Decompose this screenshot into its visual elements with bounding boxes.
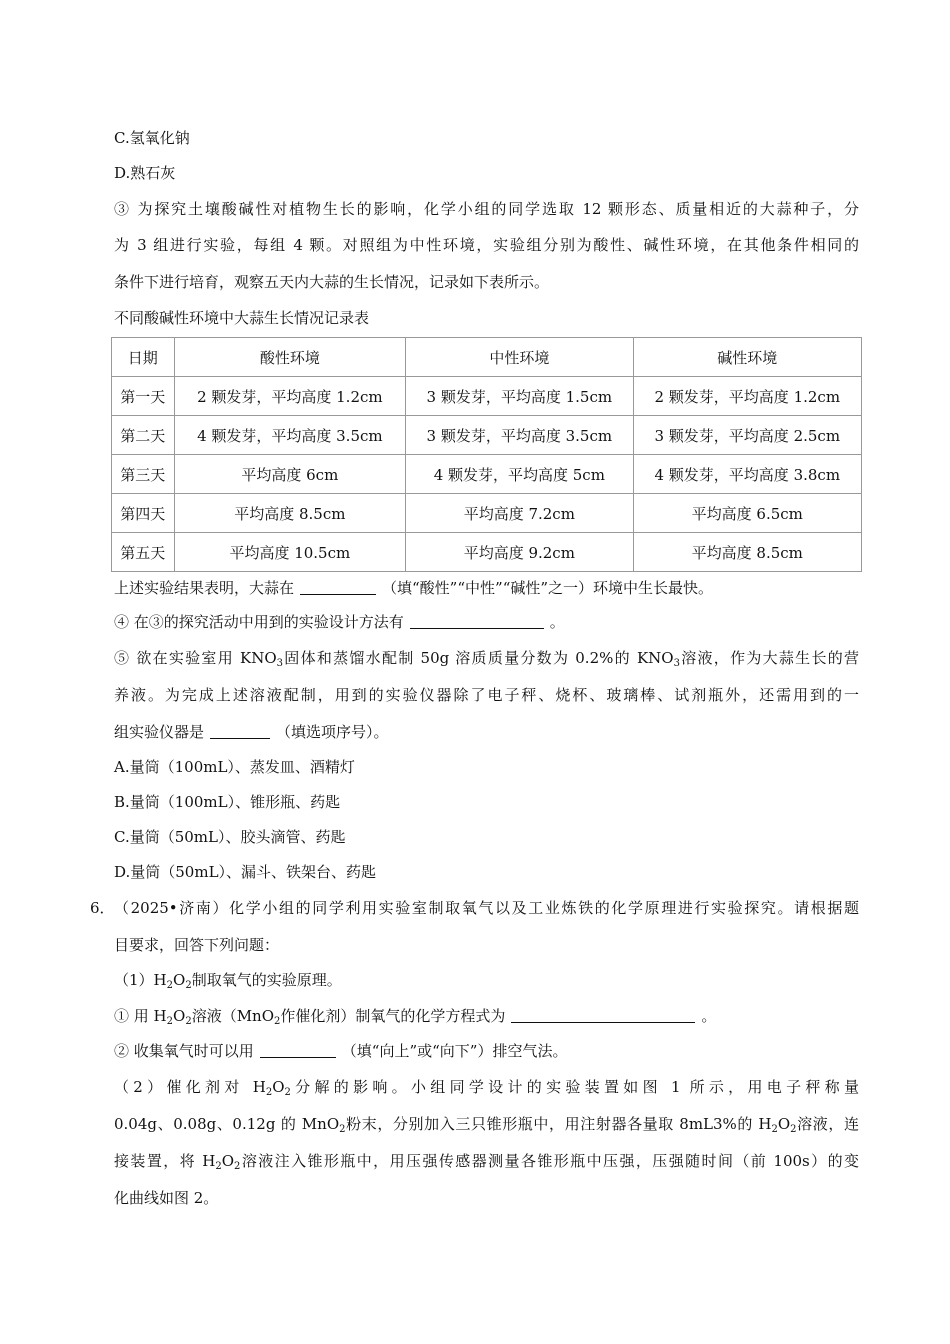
q6-text: O: [777, 1115, 791, 1133]
q4-post: 。: [549, 613, 565, 631]
q6-part2-line4: 化曲线如图 2。: [114, 1189, 219, 1207]
q5-line1: [114, 648, 859, 668]
table-cell: 4 颗发芽，平均高度 3.8cm: [633, 455, 861, 494]
q6-text: 粉末，分别加入三只锥形瓶中，用注射器各量取 8mL3%的 H: [345, 1115, 772, 1133]
table-cell: 2 颗发芽，平均高度 1.2cm: [174, 377, 406, 416]
table-cell: 平均高度 6.5cm: [633, 494, 861, 533]
q6-part2-line1: [114, 1077, 859, 1097]
table-row: [112, 377, 862, 416]
table-cell: 第三天: [112, 455, 175, 494]
table-cell: 4 颗发芽，平均高度 3.5cm: [174, 416, 406, 455]
table-cell: 平均高度 8.5cm: [174, 494, 406, 533]
q6-text: O: [173, 1007, 186, 1025]
q6-text: ① 用 H: [114, 1007, 167, 1025]
subscript: 3: [276, 658, 284, 669]
q3-line1: ③ 为探究土壤酸碱性对植物生长的影响，化学小组的同学选取 12 颗形态、质量相近的大蒜种子，分: [114, 200, 859, 218]
table-cell: 平均高度 9.2cm: [406, 533, 633, 572]
q6-text: （2）催化剂对 H: [114, 1078, 266, 1096]
q6-line2: 目要求，回答下列问题：: [114, 936, 280, 954]
result-post: （填“酸性”“中性”“碱性”之一）环境中生长最快。: [382, 579, 714, 597]
q6-part2-line3: [114, 1151, 859, 1171]
q6-text: 制取氧气的实验原理。: [191, 971, 342, 989]
option-c: C.量筒（50mL）、胶头滴管、药匙: [114, 828, 346, 846]
q6-text: 分解的影响。小组同学设计的实验装置如图 1 所示，用电子秤称量: [290, 1078, 859, 1096]
q6-text: 。: [701, 1007, 717, 1025]
table-row: [112, 494, 862, 533]
q5-line2: 养液。为完成上述溶液配制，用到的实验仪器除了电子秤、烧杯、玻璃棒、试剂瓶外，还需用到的一: [114, 686, 859, 704]
q6-step2: [114, 1041, 567, 1061]
q6-text: O: [173, 971, 186, 989]
table-caption: 不同酸碱性环境中大蒜生长情况记录表: [114, 309, 370, 327]
growth-table: [111, 337, 862, 572]
q6-step2-post: （填“向上”或“向下”）排空气法。: [341, 1042, 568, 1060]
subscript: 2: [265, 1087, 273, 1098]
option-d: D.量筒（50mL）、漏斗、铁架台、药匙: [114, 863, 377, 881]
subscript: 2: [771, 1124, 778, 1135]
subscript: 2: [185, 980, 192, 991]
q5-line3-post: （填选项序号）。: [276, 723, 389, 741]
subscript: 3: [673, 658, 680, 669]
table-header: 碱性环境: [633, 338, 861, 377]
option-a: A.量筒（100mL）、蒸发皿、酒精灯: [114, 758, 355, 776]
subscript: 2: [234, 1161, 241, 1172]
subscript: 2: [284, 1087, 291, 1098]
table-cell: 2 颗发芽，平均高度 1.2cm: [633, 377, 861, 416]
table-header: 日期: [112, 338, 175, 377]
q4-line: [114, 612, 565, 632]
table-header: 酸性环境: [174, 338, 406, 377]
option-d: D.熟石灰: [114, 164, 176, 182]
table-cell: 第四天: [112, 494, 175, 533]
table-cell: 第二天: [112, 416, 175, 455]
table-row: [112, 533, 862, 572]
subscript: 2: [274, 1016, 281, 1027]
answer-blank-direction[interactable]: [260, 1043, 336, 1058]
q5-line3: [114, 722, 389, 742]
table-row: [112, 455, 862, 494]
table-cell: 3 颗发芽，平均高度 1.5cm: [406, 377, 633, 416]
table-header-row: [112, 338, 862, 377]
q6-text: 溶液，连: [796, 1115, 859, 1133]
q6-part2-line2: [114, 1114, 859, 1134]
q6-text: 接装置，将 H: [114, 1152, 216, 1170]
subscript: 2: [166, 1016, 173, 1027]
table-cell: 3 颗发芽，平均高度 3.5cm: [406, 416, 633, 455]
q6-step2-pre: ② 收集氧气时可以用: [114, 1042, 254, 1060]
q6-text: 溶液（MnO: [191, 1007, 275, 1025]
q3-line2: 为 3 组进行实验，每组 4 颗。对照组为中性环境，实验组分别为酸性、碱性环境，在其他条件相同的: [114, 236, 859, 254]
result-pre: 上述实验结果表明，大蒜在: [114, 579, 295, 597]
subscript: 2: [339, 1124, 346, 1135]
q5-line3-pre: 组实验仪器是: [114, 723, 205, 741]
subscript: 2: [790, 1124, 797, 1135]
q6-text: O: [272, 1078, 285, 1096]
q6-part1: [114, 970, 342, 990]
table-cell: 第五天: [112, 533, 175, 572]
subscript: 2: [166, 980, 173, 991]
answer-blank-environment[interactable]: [300, 580, 376, 595]
table-header: 中性环境: [406, 338, 633, 377]
q5-text: 固体和蒸馏水配制 50g 溶质质量分数为 0.2%的 KNO: [283, 649, 674, 667]
q6-text: 0.04g、0.08g、0.12g 的 MnO: [114, 1115, 340, 1133]
q3-line3: 条件下进行培育，观察五天内大蒜的生长情况，记录如下表所示。: [114, 273, 550, 291]
table-cell: 平均高度 10.5cm: [174, 533, 406, 572]
q6-text: （1）H: [114, 971, 167, 989]
subscript: 2: [215, 1161, 222, 1172]
option-c: C.氢氧化钠: [114, 129, 190, 147]
q4-pre: ④ 在③的探究活动中用到的实验设计方法有: [114, 613, 404, 631]
q6-line1: （2025•济南）化学小组的同学利用实验室制取氧气以及工业炼铁的化学原理进行实验探究。请根据题: [114, 899, 859, 917]
option-b: B.量筒（100mL）、锥形瓶、药匙: [114, 793, 341, 811]
q6-step1: [114, 1006, 716, 1026]
table-cell: 4 颗发芽，平均高度 5cm: [406, 455, 633, 494]
table-row: [112, 416, 862, 455]
subscript: 2: [185, 1016, 192, 1027]
table-cell: 平均高度 6cm: [174, 455, 406, 494]
table-cell: 3 颗发芽，平均高度 2.5cm: [633, 416, 861, 455]
q5-text: 溶液，作为大蒜生长的营: [679, 649, 859, 667]
answer-blank-method[interactable]: [410, 614, 544, 629]
q5-text: ⑤ 欲在实验室用 KNO: [114, 649, 277, 667]
table-cell: 平均高度 8.5cm: [633, 533, 861, 572]
q6-text: 溶液注入锥形瓶中，用压强传感器测量各锥形瓶中压强，压强随时间（前 100s）的变: [240, 1152, 859, 1170]
answer-blank-instruments[interactable]: [210, 724, 270, 739]
answer-blank-equation[interactable]: [511, 1008, 695, 1023]
q6-text: O: [221, 1152, 235, 1170]
q6-text: 作催化剂）制氧气的化学方程式为: [280, 1007, 506, 1025]
result-line: [114, 578, 713, 598]
question-number: 6．: [90, 899, 115, 917]
table-cell: 平均高度 7.2cm: [406, 494, 633, 533]
table-cell: 第一天: [112, 377, 175, 416]
